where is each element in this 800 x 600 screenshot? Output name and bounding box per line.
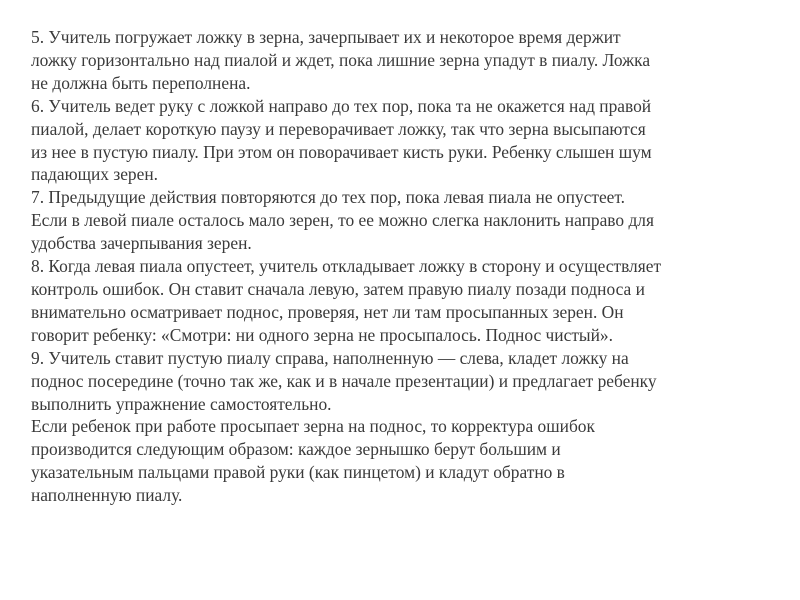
text-line: из нее в пустую пиалу. При этом он поворачивает кисть руки. Ребенку слышен шум [31, 141, 652, 162]
text-line: падающих зерен. [31, 164, 158, 185]
text-line: Если в левой пиале осталось мало зерен, то ее можно слегка наклонить направо для [31, 210, 654, 231]
text-line: удобства зачерпывания зерен. [31, 233, 252, 254]
text-line: указательным пальцами правой руки (как пинцетом) и кладут обратно в [31, 462, 565, 483]
text-line: 8. Когда левая пиала опустеет, учитель откладывает ложку в сторону и осуществляет [31, 256, 662, 277]
text-line: Если ребенок при работе просыпает зерна на поднос, то корректура ошибок [31, 416, 595, 437]
instruction-text [31, 26, 760, 507]
text-line: пиалой, делает короткую паузу и переворачивает ложку, так что зерна высыпаются [31, 118, 646, 139]
text-line: не должна быть переполнена. [31, 72, 251, 93]
text-line: 7. Предыдущие действия повторяются до тех пор, пока левая пиала не опустеет. [31, 187, 626, 208]
text-line: выполнить упражнение самостоятельно. [31, 393, 332, 414]
text-line: внимательно осматривает поднос, проверяя, нет ли там просыпанных зерен. Он [31, 301, 624, 322]
text-line: 5. Учитель погружает ложку в зерна, зачерпывает их и некоторое время держит [31, 27, 621, 47]
text-line: наполненную пиалу. [31, 485, 183, 506]
text-line: поднос посередине (точно так же, как и в начале презентации) и предлагает ребенку [31, 370, 657, 391]
text-line: 6. Учитель ведет руку с ложкой направо до тех пор, пока та не окажется над правой [31, 95, 652, 116]
text-line: 9. Учитель ставит пустую пиалу справа, наполненную — слева, кладет ложку на [31, 347, 629, 368]
text-line: говорит ребенку: «Смотри: ни одного зерна не просыпалось. Поднос чистый». [31, 324, 613, 345]
text-line: контроль ошибок. Он ставит сначала левую, затем правую пиалу позади подноса и [31, 278, 645, 299]
text-line: ложку горизонтально над пиалой и ждет, пока лишние зерна упадут в пиалу. Ложка [31, 49, 651, 70]
text-line: производится следующим образом: каждое зернышко берут большим и [31, 439, 561, 460]
